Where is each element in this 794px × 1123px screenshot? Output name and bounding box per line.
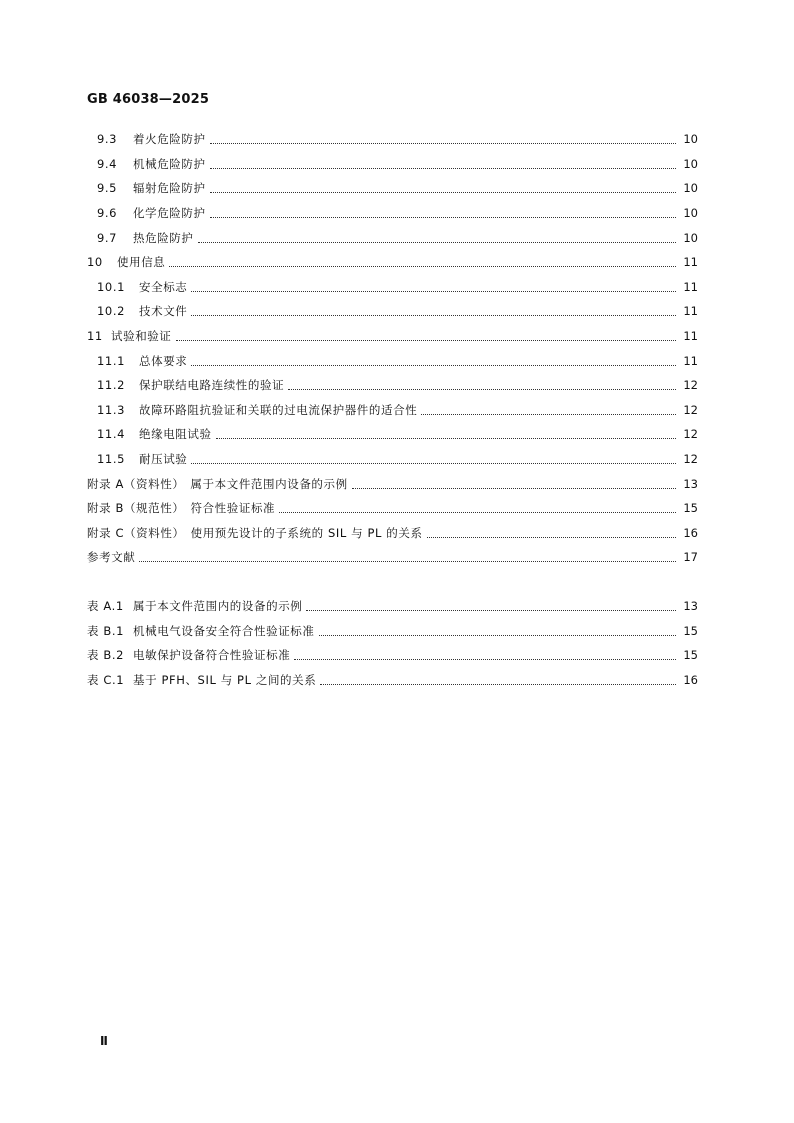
toc-leader-dots (216, 437, 676, 439)
toc-entry-page: 10 (683, 230, 698, 245)
toc-leader-dots (306, 609, 676, 611)
toc-leader-dots (352, 487, 676, 489)
toc-entry-number: 附录 C（资料性） (87, 525, 185, 540)
toc-entry[interactable] (0, 250, 794, 275)
toc-entry[interactable] (0, 201, 794, 226)
toc-entry[interactable] (0, 127, 794, 152)
toc-entry-title: 符合性验证标准 (190, 501, 276, 516)
toc-leader-dots (169, 265, 676, 267)
toc-entry-number: 9.4 (97, 156, 118, 171)
toc-entry-page: 17 (683, 550, 698, 565)
toc-leader-dots (191, 290, 676, 292)
toc-entry-page: 11 (683, 255, 698, 270)
toc-entry-page: 10 (683, 156, 698, 171)
page-number-footer: Ⅱ (100, 1034, 108, 1048)
toc-entry-number: 11 (87, 329, 103, 344)
toc-entry-number: 11.1 (97, 353, 126, 368)
toc-entry[interactable] (0, 545, 794, 570)
toc-leader-dots (210, 191, 676, 193)
toc-entry[interactable] (0, 471, 794, 496)
toc-entry[interactable] (0, 324, 794, 349)
toc-entry-title: 热危险防护 (133, 230, 194, 245)
toc-leader-dots (288, 388, 676, 390)
toc-entry[interactable] (0, 496, 794, 521)
toc-entry[interactable] (0, 275, 794, 300)
table-list-entry[interactable] (0, 618, 794, 643)
toc-leader-dots (191, 364, 676, 366)
toc-entry-page: 15 (683, 501, 698, 516)
toc-entry[interactable] (0, 447, 794, 472)
toc-entry[interactable] (0, 373, 794, 398)
toc-entry-number: 附录 A（资料性） (87, 476, 185, 491)
table-list-entry[interactable] (0, 667, 794, 692)
toc-entry-number: 附录 B（规范性） (87, 501, 185, 516)
toc-entry[interactable] (0, 521, 794, 546)
toc-leader-dots (210, 142, 676, 144)
table-title: 机械电气设备安全符合性验证标准 (133, 623, 315, 638)
toc-entry-title: 着火危险防护 (133, 132, 206, 147)
toc-leader-dots (210, 167, 676, 169)
toc-entry-page: 11 (683, 279, 698, 294)
table-number: 表 C.1 (87, 672, 125, 687)
toc-entry[interactable] (0, 398, 794, 423)
toc-entry[interactable] (0, 225, 794, 250)
toc-entry-title: 总体要求 (139, 353, 188, 368)
toc-entry-title: 绝缘电阻试验 (139, 427, 212, 442)
toc-entry-page: 16 (683, 525, 698, 540)
toc-leader-dots (294, 658, 676, 660)
toc-entry-title: 技术文件 (139, 304, 188, 319)
toc-leader-dots (421, 413, 676, 415)
toc-entry-title: 试验和验证 (111, 329, 172, 344)
table-number: 表 B.1 (87, 623, 125, 638)
toc-entry-title: 耐压试验 (139, 452, 188, 467)
toc-leader-dots (427, 536, 676, 538)
toc-leader-dots (210, 216, 676, 218)
toc-leader-dots (319, 634, 677, 636)
standard-number: GB 46038—2025 (87, 92, 210, 107)
toc-entry-title: 安全标志 (139, 279, 188, 294)
table-title: 属于本文件范围内的设备的示例 (133, 598, 303, 613)
toc-entry[interactable] (0, 422, 794, 447)
toc-leader-dots (279, 511, 676, 513)
toc-leader-dots (320, 683, 676, 685)
toc-entry-title: 使用预先设计的子系统的 SIL 与 PL 的关系 (190, 525, 423, 540)
toc-entry-number: 10 (87, 255, 103, 270)
table-page: 15 (683, 623, 698, 638)
toc-entry-page: 12 (683, 452, 698, 467)
toc-entry-title: 辐射危险防护 (133, 181, 206, 196)
standard-number-header (87, 92, 209, 107)
toc-leader-dots (198, 241, 677, 243)
toc-entry-page: 13 (683, 476, 698, 491)
toc-entry-number: 10.2 (97, 304, 126, 319)
toc-entry-title: 参考文献 (87, 550, 136, 565)
toc-entry-page: 12 (683, 378, 698, 393)
table-page: 15 (683, 648, 698, 663)
table-list-entry[interactable] (0, 594, 794, 619)
toc-leader-dots (191, 314, 676, 316)
toc-entry-title: 化学危险防护 (133, 206, 206, 221)
toc-entry-number: 10.1 (97, 279, 126, 294)
toc-entry-title: 故障环路阻抗验证和关联的过电流保护器件的适合性 (139, 402, 418, 417)
toc-entry-number: 9.3 (97, 132, 118, 147)
toc-leader-dots (139, 560, 676, 562)
table-number: 表 B.2 (87, 648, 125, 663)
toc-entry[interactable] (0, 299, 794, 324)
toc-entry-page: 10 (683, 132, 698, 147)
toc-entry-page: 12 (683, 427, 698, 442)
toc-entry-number: 11.5 (97, 452, 126, 467)
toc-entry-page: 10 (683, 181, 698, 196)
toc-leader-dots (176, 339, 677, 341)
toc-entry-number: 11.4 (97, 427, 126, 442)
toc-entry-title: 保护联结电路连续性的验证 (139, 378, 285, 393)
table-page: 16 (683, 672, 698, 687)
toc-entry[interactable] (0, 348, 794, 373)
toc-entry-page: 11 (683, 353, 698, 368)
toc-entry-number: 9.7 (97, 230, 118, 245)
toc-entry-page: 10 (683, 206, 698, 221)
table-title: 基于 PFH、SIL 与 PL 之间的关系 (133, 672, 317, 687)
toc-entry-number: 9.6 (97, 206, 118, 221)
toc-entry[interactable] (0, 176, 794, 201)
toc-entry[interactable] (0, 152, 794, 177)
section-gap (0, 570, 794, 594)
toc-entry-page: 11 (683, 304, 698, 319)
toc-entry-page: 12 (683, 402, 698, 417)
toc-entry-page: 11 (683, 329, 698, 344)
table-of-contents (0, 127, 794, 692)
toc-entry-number: 11.3 (97, 402, 126, 417)
toc-entry-number: 11.2 (97, 378, 126, 393)
table-list-entry[interactable] (0, 643, 794, 668)
toc-entry-title: 属于本文件范围内设备的示例 (190, 476, 348, 491)
toc-leader-dots (191, 462, 676, 464)
toc-entry-title: 使用信息 (117, 255, 166, 270)
toc-entry-title: 机械危险防护 (133, 156, 206, 171)
toc-entry-number: 9.5 (97, 181, 118, 196)
table-title: 电敏保护设备符合性验证标准 (133, 648, 291, 663)
table-number: 表 A.1 (87, 598, 124, 613)
table-page: 13 (683, 598, 698, 613)
